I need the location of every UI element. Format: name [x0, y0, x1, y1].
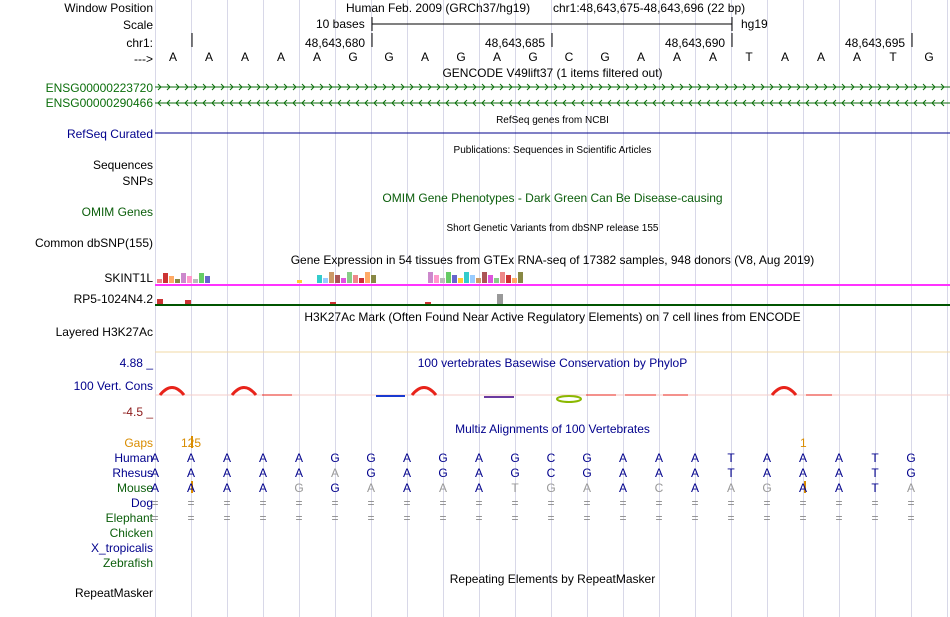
- dna-base: A: [816, 50, 825, 64]
- gtex-tissue-bar: [347, 272, 352, 283]
- gap-count-left: 125: [181, 436, 202, 450]
- label-window-position: Window Position: [64, 1, 153, 15]
- label-snps[interactable]: SNPs: [122, 174, 153, 188]
- label-ensg00000290466[interactable]: ENSG00000290466: [45, 96, 153, 110]
- phylop-peak: [772, 388, 796, 396]
- rp5-tissue-bar: [497, 294, 503, 305]
- label-sequences[interactable]: Sequences: [92, 158, 153, 172]
- gtex-tissue-bar: [323, 278, 328, 283]
- alignment-base-elephant: =: [439, 511, 447, 525]
- species-label-human[interactable]: Human: [114, 451, 153, 465]
- dna-base: A: [852, 50, 861, 64]
- alignment-base-rhesus: G: [582, 466, 592, 480]
- alignment-base-mouse: A: [438, 481, 447, 495]
- alignment-base-mouse: A: [834, 481, 843, 495]
- gtex-tissue-bar: [335, 275, 340, 283]
- label-gaps: Gaps: [124, 436, 153, 450]
- gtex-tissue-bar: [476, 278, 481, 283]
- dna-base: A: [708, 50, 717, 64]
- alignment-base-human: A: [798, 451, 807, 465]
- alignment-base-mouse: T: [511, 481, 519, 495]
- alignment-base-elephant: =: [331, 511, 339, 525]
- alignment-base-elephant: =: [907, 511, 915, 525]
- alignment-base-dog: =: [439, 496, 447, 510]
- alignment-base-elephant: =: [259, 511, 267, 525]
- alignment-base-mouse: A: [222, 481, 231, 495]
- gtex-tissue-bar: [464, 272, 469, 283]
- scale-text: 10 bases: [316, 17, 365, 31]
- gtex-tissue-bar: [371, 275, 376, 283]
- gtex-tissue-bar: [169, 276, 174, 283]
- alignment-base-rhesus: G: [438, 466, 448, 480]
- alignment-base-human: A: [654, 451, 663, 465]
- alignment-base-mouse: A: [690, 481, 699, 495]
- gtex-tissue-bar: [440, 278, 445, 283]
- alignment-base-human: G: [438, 451, 448, 465]
- alignment-base-rhesus: A: [474, 466, 483, 480]
- alignment-base-human: A: [186, 451, 195, 465]
- gtex-tissue-bar: [494, 278, 499, 283]
- alignment-base-mouse: A: [366, 481, 375, 495]
- omim-title[interactable]: OMIM Gene Phenotypes - Dark Green Can Be Disease-causing: [382, 191, 723, 205]
- alignment-base-human: T: [727, 451, 735, 465]
- alignment-base-dog: =: [187, 496, 195, 510]
- multiz-title[interactable]: Multiz Alignments of 100 Vertebrates: [455, 422, 650, 436]
- alignment-base-mouse: G: [294, 481, 304, 495]
- alignment-base-rhesus: G: [510, 466, 520, 480]
- alignment-base-mouse: G: [330, 481, 340, 495]
- dna-base: A: [204, 50, 213, 64]
- gtex-tissue-bar: [365, 272, 370, 283]
- alignment-base-dog: =: [835, 496, 843, 510]
- alignment-base-dog: =: [151, 496, 159, 510]
- alignment-base-rhesus: A: [330, 466, 339, 480]
- alignment-base-mouse: C: [654, 481, 664, 495]
- gtex-tissue-bar: [488, 275, 493, 283]
- alignment-base-human: C: [546, 451, 556, 465]
- dna-base: A: [492, 50, 501, 64]
- scale-db: hg19: [741, 17, 768, 31]
- alignment-base-elephant: =: [547, 511, 555, 525]
- alignment-base-rhesus: A: [834, 466, 843, 480]
- gtex-tissue-bar: [181, 273, 186, 283]
- dna-base: A: [312, 50, 321, 64]
- alignment-base-rhesus: A: [798, 466, 807, 480]
- alignment-base-human: A: [294, 451, 303, 465]
- alignment-base-rhesus: T: [871, 466, 879, 480]
- gtex-tissue-bar: [500, 272, 505, 283]
- gap-count-right: 1: [800, 436, 807, 450]
- alignment-base-dog: =: [655, 496, 663, 510]
- alignment-base-human: G: [582, 451, 592, 465]
- alignment-base-dog: =: [259, 496, 267, 510]
- species-label-rhesus[interactable]: Rhesus: [112, 466, 153, 480]
- alignment-base-mouse: A: [906, 481, 915, 495]
- refseq-title[interactable]: RefSeq genes from NCBI: [496, 115, 609, 126]
- gtex-tissue-bar: [470, 275, 475, 283]
- alignment-base-mouse: A: [402, 481, 411, 495]
- alignment-base-rhesus: A: [762, 466, 771, 480]
- alignment-base-human: G: [366, 451, 376, 465]
- gtex-title[interactable]: Gene Expression in 54 tissues from GTEx RNA-seq of 17382 samples, 948 donors (V8, Aug 2019): [290, 253, 815, 267]
- alignment-base-dog: =: [475, 496, 483, 510]
- alignment-base-elephant: =: [583, 511, 591, 525]
- gtex-tissue-bar: [157, 279, 162, 283]
- gtex-tissue-bar: [458, 278, 463, 283]
- alignment-base-human: A: [150, 451, 159, 465]
- alignment-base-human: A: [762, 451, 771, 465]
- gtex-tissue-bar: [163, 273, 168, 283]
- alignment-base-dog: =: [511, 496, 519, 510]
- assembly-title: Human Feb. 2009 (GRCh37/hg19): [346, 1, 531, 15]
- gtex-tissue-bar: [193, 279, 198, 283]
- label-strand-arrow: --->: [134, 52, 153, 66]
- alignment-base-mouse: A: [618, 481, 627, 495]
- alignment-base-rhesus: A: [222, 466, 231, 480]
- label-omim-genes[interactable]: OMIM Genes: [81, 205, 153, 219]
- phylop-peak: [232, 388, 256, 396]
- alignment-base-rhesus: A: [690, 466, 699, 480]
- publications-title[interactable]: Publications: Sequences in Scientific Articles: [453, 145, 652, 156]
- gtex-tissue-bar: [329, 272, 334, 283]
- tick-label-2: 48,643,685: [485, 36, 546, 50]
- h3k27ac-title[interactable]: H3K27Ac Mark (Often Found Near Active Regulatory Elements) on 7 cell lines from ENCODE: [304, 310, 801, 324]
- gtex-bars: [157, 272, 523, 305]
- alignment-base-elephant: =: [871, 511, 879, 525]
- alignment-base-mouse: A: [474, 481, 483, 495]
- alignment-base-human: A: [474, 451, 483, 465]
- tick-label-4: 48,643,695: [845, 36, 906, 50]
- gtex-tissue-bar: [446, 272, 451, 283]
- alignment-base-mouse: G: [762, 481, 772, 495]
- label-ensg00000223720[interactable]: ENSG00000223720: [45, 81, 153, 95]
- alignment-base-dog: =: [871, 496, 879, 510]
- gtex-tissue-bar: [482, 272, 487, 283]
- gtex-tissue-bar: [512, 278, 517, 283]
- alignment-base-mouse: A: [186, 481, 195, 495]
- phylop-negative: [557, 396, 581, 402]
- gtex-tissue-bar: [428, 272, 433, 283]
- dna-base: A: [780, 50, 789, 64]
- dna-base: A: [420, 50, 429, 64]
- alignment-base-dog: =: [367, 496, 375, 510]
- alignment-base-mouse: A: [258, 481, 267, 495]
- repeatmasker-title[interactable]: Repeating Elements by RepeatMasker: [449, 572, 656, 586]
- dna-base: A: [276, 50, 285, 64]
- alignment-base-dog: =: [583, 496, 591, 510]
- alignment-base-rhesus: A: [258, 466, 267, 480]
- alignment-base-dog: =: [907, 496, 915, 510]
- dna-base: G: [348, 50, 358, 64]
- dna-base: C: [564, 50, 574, 64]
- gtex-tissue-bar: [452, 275, 457, 283]
- dna-base: A: [636, 50, 645, 64]
- gtex-tissue-bar: [199, 273, 204, 283]
- gtex-tissue-bar: [353, 275, 358, 283]
- gtex-tissue-bar: [297, 280, 302, 283]
- alignment-base-human: A: [690, 451, 699, 465]
- alignment-base-dog: =: [691, 496, 699, 510]
- gtex-tissue-bar: [434, 275, 439, 283]
- alignment-base-elephant: =: [295, 511, 303, 525]
- alignment-base-human: A: [222, 451, 231, 465]
- label-refseq-curated[interactable]: RefSeq Curated: [66, 127, 153, 141]
- dna-base: A: [240, 50, 249, 64]
- alignment-base-elephant: =: [619, 511, 627, 525]
- dbsnp-title[interactable]: Short Genetic Variants from dbSNP release 155: [446, 223, 659, 234]
- alignment-base-rhesus: A: [186, 466, 195, 480]
- gtex-tissue-bar: [317, 275, 322, 283]
- alignment-base-rhesus: A: [294, 466, 303, 480]
- alignment-base-human: A: [618, 451, 627, 465]
- alignment-base-dog: =: [295, 496, 303, 510]
- species-label-dog[interactable]: Dog: [130, 496, 153, 510]
- label-phylop-min: -4.5 _: [122, 405, 153, 419]
- label-rp5[interactable]: RP5-1024N4.2: [73, 292, 153, 306]
- alignment-base-elephant: =: [367, 511, 375, 525]
- alignment-base-human: T: [871, 451, 879, 465]
- alignment-base-mouse: G: [546, 481, 556, 495]
- species-label-zebrafish[interactable]: Zebrafish: [102, 556, 153, 570]
- alignment-base-rhesus: G: [366, 466, 376, 480]
- tick-label-1: 48,643,680: [305, 36, 366, 50]
- alignment-base-human: G: [906, 451, 916, 465]
- alignment-base-elephant: =: [403, 511, 411, 525]
- alignment-base-elephant: =: [655, 511, 663, 525]
- phylop-title[interactable]: 100 vertebrates Basewise Conservation by PhyloP: [417, 356, 688, 370]
- label-phylop-max: 4.88 _: [119, 356, 153, 370]
- phylop-peak: [160, 388, 184, 396]
- species-label-chicken[interactable]: Chicken: [109, 526, 153, 540]
- label-chr: chr1:: [126, 36, 153, 50]
- dna-base: A: [168, 50, 177, 64]
- alignment-base-rhesus: C: [546, 466, 556, 480]
- alignment-base-dog: =: [547, 496, 555, 510]
- position-readout: chr1:48,643,675-48,643,696 (22 bp): [553, 1, 746, 15]
- gtex-tissue-bar: [175, 279, 180, 283]
- label-repeatmasker[interactable]: RepeatMasker: [74, 586, 153, 600]
- alignment-base-elephant: =: [223, 511, 231, 525]
- alignment-base-rhesus: A: [618, 466, 627, 480]
- dna-base: G: [456, 50, 466, 64]
- alignment-base-elephant: =: [511, 511, 519, 525]
- phylop-peak: [412, 388, 436, 396]
- alignment-base-elephant: =: [799, 511, 807, 525]
- alignment-base-dog: =: [619, 496, 627, 510]
- gtex-tissue-bar: [359, 278, 364, 283]
- alignment-base-elephant: =: [763, 511, 771, 525]
- dna-base: G: [528, 50, 538, 64]
- alignment-base-mouse: A: [582, 481, 591, 495]
- dna-base: T: [889, 50, 897, 64]
- alignment-base-dog: =: [223, 496, 231, 510]
- gtex-tissue-bar: [506, 275, 511, 283]
- alignment-base-elephant: =: [691, 511, 699, 525]
- label-common-dbsnp[interactable]: Common dbSNP(155): [34, 236, 153, 250]
- alignment-base-human: A: [258, 451, 267, 465]
- gtex-tissue-bar: [187, 276, 192, 283]
- tick-label-3: 48,643,690: [665, 36, 726, 50]
- alignment-base-dog: =: [763, 496, 771, 510]
- label-scale: Scale: [122, 18, 153, 32]
- alignment-base-human: G: [510, 451, 520, 465]
- gencode-title[interactable]: GENCODE V49lift37 (1 items filtered out): [442, 66, 663, 80]
- alignment-base-mouse: A: [150, 481, 159, 495]
- dna-base: G: [384, 50, 394, 64]
- dna-base: G: [924, 50, 934, 64]
- gtex-tissue-bar: [205, 276, 210, 283]
- alignment-base-elephant: =: [187, 511, 195, 525]
- dna-base: T: [745, 50, 753, 64]
- label-skint1l[interactable]: SKINT1L: [104, 271, 153, 285]
- alignment-base-mouse: T: [871, 481, 879, 495]
- dna-base: G: [600, 50, 610, 64]
- gtex-tissue-bar: [518, 272, 523, 283]
- alignment-base-human: G: [330, 451, 340, 465]
- gtex-tissue-bar: [341, 278, 346, 283]
- alignment-base-human: A: [402, 451, 411, 465]
- alignment-base-rhesus: G: [906, 466, 916, 480]
- label-layered-h3k27ac[interactable]: Layered H3K27Ac: [55, 325, 153, 339]
- dna-base: A: [672, 50, 681, 64]
- alignment-base-dog: =: [727, 496, 735, 510]
- alignment-base-rhesus: T: [727, 466, 735, 480]
- alignment-base-dog: =: [799, 496, 807, 510]
- alignment-base-mouse: A: [798, 481, 807, 495]
- label-100-vert-cons[interactable]: 100 Vert. Cons: [73, 379, 153, 393]
- alignment-base-dog: =: [403, 496, 411, 510]
- species-label-elephant[interactable]: Elephant: [105, 511, 153, 525]
- alignment-base-rhesus: A: [150, 466, 159, 480]
- alignment-base-elephant: =: [727, 511, 735, 525]
- alignment-base-elephant: =: [475, 511, 483, 525]
- alignment-base-elephant: =: [835, 511, 843, 525]
- species-label-mouse[interactable]: Mouse: [116, 481, 153, 495]
- alignment-base-rhesus: A: [654, 466, 663, 480]
- species-label-x-tropicalis[interactable]: X_tropicalis: [90, 541, 153, 555]
- alignment-base-elephant: =: [151, 511, 159, 525]
- alignment-base-human: A: [834, 451, 843, 465]
- alignment-base-dog: =: [331, 496, 339, 510]
- alignment-base-rhesus: A: [402, 466, 411, 480]
- alignment-base-mouse: A: [726, 481, 735, 495]
